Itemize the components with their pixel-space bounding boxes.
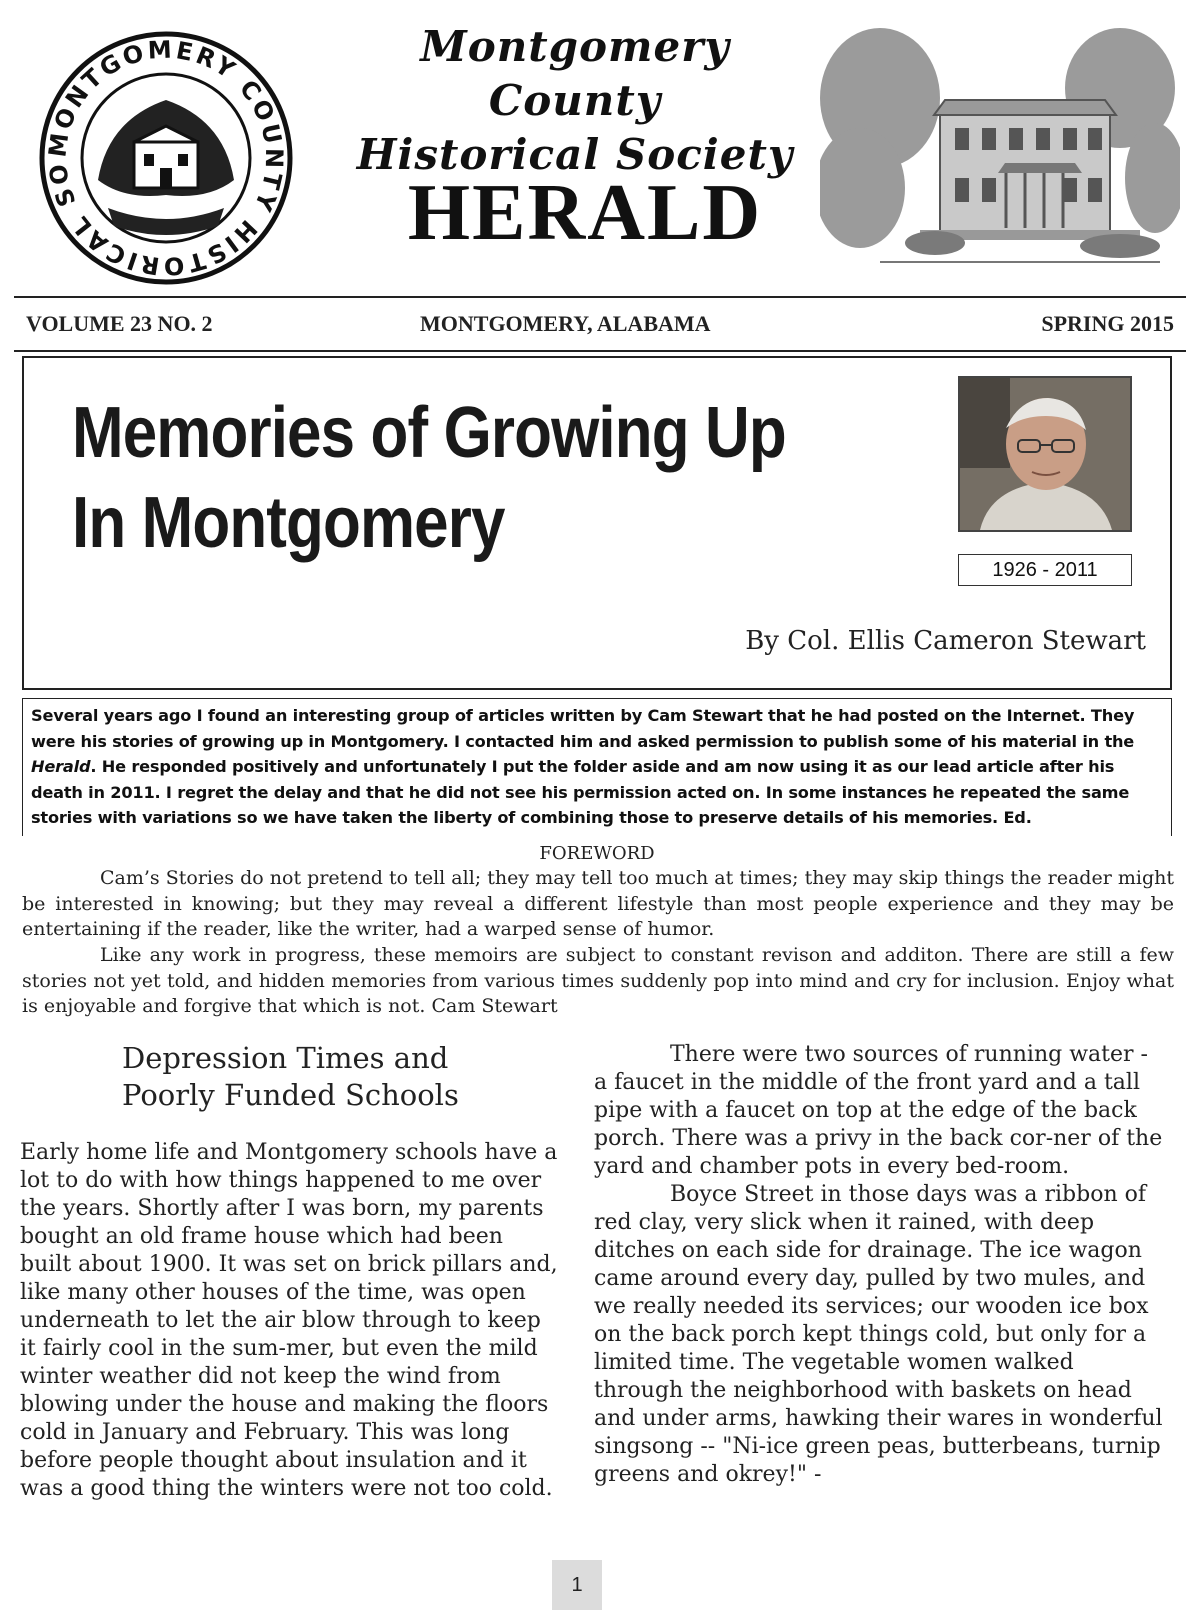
society-name-line2: Historical Society bbox=[356, 130, 794, 179]
issue-info-rule bbox=[14, 350, 1186, 352]
society-name-line1: Montgomery County bbox=[420, 22, 730, 125]
left-paragraph: Early home life and Montgomery schools have a lot to do with how things happened to me over the years. Shortly after I was born, my parents bought an old frame house which had been built about 1900. It was set on brick pillars and, like many other houses of the time, was open underneath to let the air blow through to keep it fairly cool in the sum-mer, but even the mild winter weather did not keep the wind from blowing under the house and making the floors cold in January and February. This was long before people thought about insulation and it was a good thing the winters were not too cold. bbox=[20, 1140, 558, 1501]
editor-note-herald: Herald bbox=[31, 757, 91, 776]
society-seal-logo bbox=[38, 30, 294, 286]
issue-location: MONTGOMERY, ALABAMA bbox=[420, 311, 711, 336]
headline-box bbox=[22, 356, 1172, 690]
photo-caption-years: 1926 - 2011 bbox=[958, 554, 1132, 586]
section-heading-line1: Depression Times and bbox=[122, 1041, 449, 1075]
foreword-paragraph-1: Cam’s Stories do not pretend to tell all; they may tell too much at times; they may skip things the reader might be interested in knowing; but they may reveal a different lifestyle than most people experience and they may be entertaining if the reader, like the writer, had a warped sense of humor. bbox=[22, 867, 1174, 940]
society-name bbox=[340, 20, 810, 182]
section-heading bbox=[122, 1040, 542, 1114]
left-column bbox=[20, 1139, 560, 1503]
foreword-title: FOREWORD bbox=[539, 843, 655, 864]
editor-note bbox=[22, 698, 1172, 836]
headline-line2: In Montgomery bbox=[72, 483, 505, 563]
issue-season: SPRING 2015 bbox=[1041, 311, 1174, 336]
issue-info-line bbox=[26, 311, 1176, 341]
right-paragraph-2: Boyce Street in those days was a ribbon of red clay, very slick when it rained, with deep ditches on each side for drainage. The ice wagon came around every day, pulled by two mules, and we really needed its services; our wooden ice box on the back porch kept things cold, but only for a limited time. The vegetable women walked through the neighborhood with baskets on head and under arms, hawking their wares in wonderful singsong -- "Ni-ice green peas, butterbeans, turnip greens and okrey!" - bbox=[594, 1182, 1163, 1487]
headline-line1: Memories of Growing Up bbox=[72, 393, 786, 473]
foreword-paragraph-2: Like any work in progress, these memoirs are subject to constant revison and additon. There are still a few stories not yet told, and hidden memories from various times suddenly pop into mind and cry for inclusion. Enjoy what is enjoyable and forgive that which is not. Cam Stewart bbox=[22, 944, 1174, 1017]
svg-text:MONTGOMERY COUNTY HISTORICAL S: MONTGOMERY COUNTY HISTORICAL SO bbox=[43, 35, 289, 281]
editor-note-text-2: . He responded positively and unfortunately I put the folder aside and am now using it as our lead article after his death in 2011. I regret the delay and that he did not see his permission acted on. In some instances he repeated the same stories with variations so we have taken the liberty of combining those to preserve details of his memories. Ed. bbox=[31, 757, 1130, 827]
author-photo bbox=[958, 376, 1132, 532]
historic-house-illustration bbox=[820, 18, 1180, 286]
masthead-rule bbox=[14, 296, 1186, 298]
article-headline bbox=[72, 388, 812, 568]
article-byline: By Col. Ellis Cameron Stewart bbox=[745, 626, 1146, 656]
newsletter-title: HERALD bbox=[407, 169, 763, 257]
page-number: 1 bbox=[552, 1560, 602, 1610]
right-column bbox=[594, 1041, 1166, 1489]
volume-number: VOLUME 23 NO. 2 bbox=[26, 311, 213, 336]
section-heading-line2: Poorly Funded Schools bbox=[122, 1078, 459, 1112]
right-paragraph-1: There were two sources of running water - a faucet in the middle of the front yard and a tall pipe with a faucet on top at the edge of the back porch. There was a privy in the back cor-ner of the yard and chamber pots in every bed-room. bbox=[594, 1042, 1163, 1179]
editor-note-text-1: Several years ago I found an interesting group of articles written by Cam Stewart that he had posted on the Internet. They were his stories of growing up in Montgomery. I contacted him and asked permission to publish some of his material in the bbox=[31, 706, 1135, 751]
